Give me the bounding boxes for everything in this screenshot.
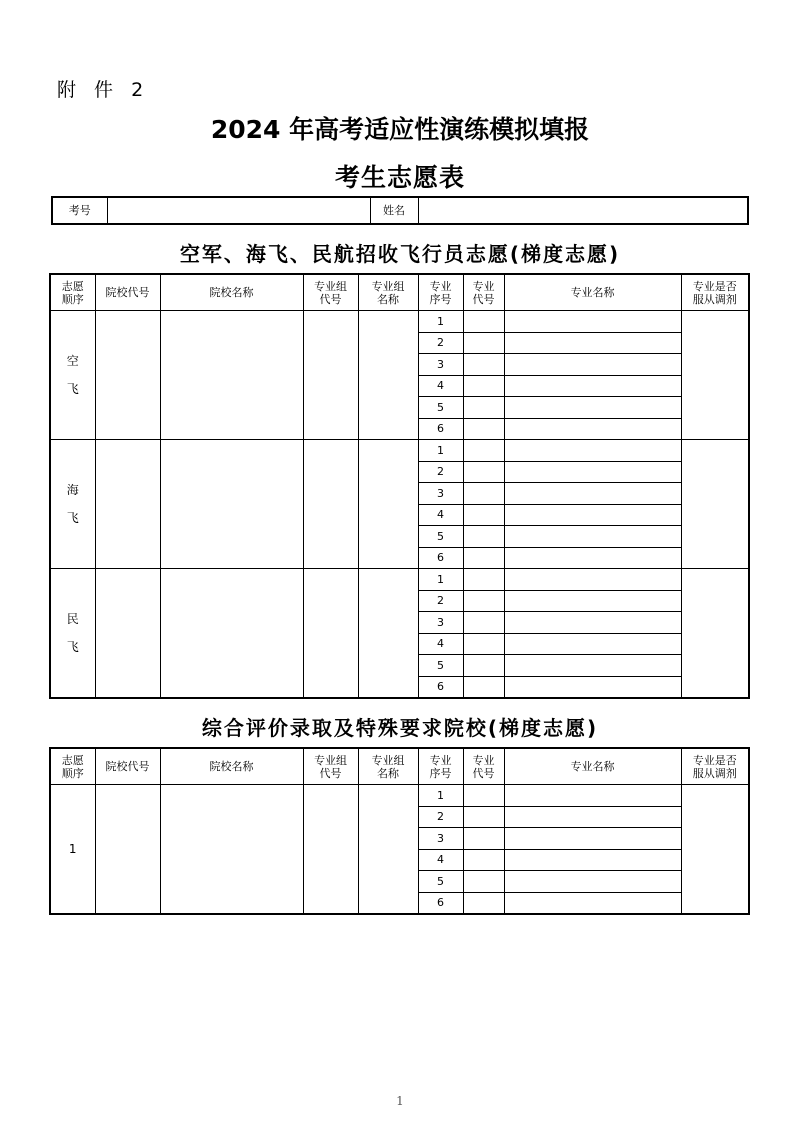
major-name-field[interactable]	[504, 569, 681, 591]
major-name-field[interactable]	[504, 483, 681, 505]
major-name-field[interactable]	[504, 849, 681, 871]
table-row	[50, 440, 749, 462]
major-code-field[interactable]	[463, 849, 504, 871]
header-major-seq-line: 专业	[429, 753, 452, 767]
adjust-field[interactable]	[681, 569, 749, 699]
major-name-field[interactable]	[504, 461, 681, 483]
header-major-code-line: 代号	[472, 766, 495, 780]
volunteer-order-char: 飞	[66, 382, 79, 396]
header-order-line: 顺序	[61, 766, 84, 780]
header-adjust-line: 服从调剂	[692, 292, 737, 306]
volunteer-order-cell	[50, 785, 95, 915]
major-seq-cell: 2	[418, 332, 463, 354]
major-code-field[interactable]	[463, 828, 504, 850]
header-order-line: 志愿	[61, 753, 84, 767]
major-name-field[interactable]	[504, 375, 681, 397]
major-name-field[interactable]	[504, 526, 681, 548]
group-name-field[interactable]	[358, 785, 418, 915]
major-seq-cell: 3	[418, 354, 463, 376]
table-row	[50, 785, 749, 807]
school-name-field[interactable]	[160, 785, 303, 915]
header-group-name	[358, 274, 418, 311]
header-major-seq	[418, 274, 463, 311]
header-group-name-line: 名称	[377, 292, 399, 306]
header-group-code	[303, 748, 358, 785]
major-name-field[interactable]	[504, 871, 681, 893]
major-seq-cell: 2	[418, 806, 463, 828]
header-adjust	[681, 748, 749, 785]
adjust-field[interactable]	[681, 785, 749, 915]
major-seq-cell: 3	[418, 483, 463, 505]
header-group-code-line: 专业组	[314, 753, 347, 767]
volunteer-order-cell	[50, 311, 95, 440]
major-name-field[interactable]	[504, 332, 681, 354]
page-title: 2024 年高考适应性演练模拟填报	[210, 115, 590, 144]
table-row	[50, 569, 749, 591]
header-major-code	[463, 748, 504, 785]
major-seq-cell: 2	[418, 461, 463, 483]
major-seq-cell: 5	[418, 397, 463, 419]
header-major-code	[463, 274, 504, 311]
major-code-field[interactable]	[463, 461, 504, 483]
major-name-field[interactable]	[504, 892, 681, 914]
header-order-line: 志愿	[61, 279, 84, 293]
major-seq-cell: 6	[418, 418, 463, 440]
exam-number-field[interactable]	[107, 197, 370, 224]
major-name-field[interactable]	[504, 633, 681, 655]
major-code-field[interactable]	[463, 892, 504, 914]
major-seq-cell: 5	[418, 526, 463, 548]
group-code-field[interactable]	[303, 785, 358, 915]
header-school-name: 院校名称	[160, 748, 303, 785]
header-major-code-line: 专业	[472, 753, 495, 767]
adjust-field[interactable]	[681, 311, 749, 440]
major-code-field[interactable]	[463, 785, 504, 807]
volunteer-order-cell	[50, 440, 95, 569]
major-name-field[interactable]	[504, 655, 681, 677]
header-group-code-line: 代号	[319, 292, 342, 306]
major-name-field[interactable]	[504, 311, 681, 333]
major-code-field[interactable]	[463, 871, 504, 893]
pilot-volunteer-table	[49, 273, 750, 699]
major-code-field[interactable]	[463, 547, 504, 569]
major-name-field[interactable]	[504, 590, 681, 612]
exam-number-label: 考号	[52, 197, 107, 224]
volunteer-order-char: 民	[66, 612, 79, 626]
header-order	[50, 274, 95, 311]
major-seq-cell: 4	[418, 633, 463, 655]
header-group-name	[358, 748, 418, 785]
major-seq-cell: 5	[418, 871, 463, 893]
major-seq-cell: 5	[418, 655, 463, 677]
header-major-name: 专业名称	[504, 274, 681, 311]
header-school-name: 院校名称	[160, 274, 303, 311]
major-seq-cell: 1	[418, 785, 463, 807]
group-name-field[interactable]	[358, 569, 418, 699]
major-name-field[interactable]	[504, 612, 681, 634]
header-group-code	[303, 274, 358, 311]
group-code-field[interactable]	[303, 440, 358, 569]
school-code-field[interactable]	[95, 440, 160, 569]
major-code-field[interactable]	[463, 655, 504, 677]
major-code-field[interactable]	[463, 590, 504, 612]
major-code-field[interactable]	[463, 397, 504, 419]
header-row	[50, 748, 749, 785]
major-name-field[interactable]	[504, 785, 681, 807]
group-name-field[interactable]	[358, 440, 418, 569]
major-name-field[interactable]	[504, 676, 681, 698]
major-seq-cell: 3	[418, 828, 463, 850]
major-name-field[interactable]	[504, 806, 681, 828]
header-group-code-line: 专业组	[314, 279, 347, 293]
volunteer-order-char: 飞	[66, 640, 79, 654]
major-code-field[interactable]	[463, 806, 504, 828]
school-code-field[interactable]	[95, 569, 160, 699]
major-name-field[interactable]	[504, 828, 681, 850]
table-row	[50, 311, 749, 333]
major-name-field[interactable]	[504, 418, 681, 440]
school-code-field[interactable]	[95, 311, 160, 440]
header-order-line: 顺序	[61, 292, 84, 306]
major-seq-cell: 1	[418, 311, 463, 333]
group-code-field[interactable]	[303, 311, 358, 440]
candidate-id-table	[51, 196, 749, 225]
major-name-field[interactable]	[504, 440, 681, 462]
header-major-seq-line: 序号	[429, 766, 452, 780]
volunteer-order-char: 1	[68, 842, 77, 856]
header-major-seq-line: 专业	[429, 279, 452, 293]
major-code-field[interactable]	[463, 633, 504, 655]
major-seq-cell: 1	[418, 440, 463, 462]
volunteer-order-char: 空	[66, 354, 79, 368]
school-code-field[interactable]	[95, 785, 160, 915]
volunteer-order-char: 海	[66, 483, 79, 497]
header-major-seq-line: 序号	[429, 292, 452, 306]
school-name-field[interactable]	[160, 440, 303, 569]
major-seq-cell: 6	[418, 547, 463, 569]
adjust-field[interactable]	[681, 440, 749, 569]
volunteer-order-char: 飞	[66, 511, 79, 525]
major-code-field[interactable]	[463, 440, 504, 462]
major-code-field[interactable]	[463, 375, 504, 397]
header-major-code-line: 代号	[472, 292, 495, 306]
page-number: 1	[396, 1094, 404, 1108]
name-field[interactable]	[418, 197, 748, 224]
major-code-field[interactable]	[463, 569, 504, 591]
major-code-field[interactable]	[463, 332, 504, 354]
major-seq-cell: 2	[418, 590, 463, 612]
name-label: 姓名	[370, 197, 418, 224]
major-code-field[interactable]	[463, 483, 504, 505]
attachment-label: 附 件 2	[57, 79, 150, 101]
header-group-name-line: 名称	[377, 766, 399, 780]
header-adjust	[681, 274, 749, 311]
major-name-field[interactable]	[504, 547, 681, 569]
group-code-field[interactable]	[303, 569, 358, 699]
major-name-field[interactable]	[504, 354, 681, 376]
header-school-code: 院校代号	[95, 274, 160, 311]
header-adjust-line: 专业是否	[692, 279, 737, 293]
major-name-field[interactable]	[504, 397, 681, 419]
major-code-field[interactable]	[463, 504, 504, 526]
school-name-field[interactable]	[160, 569, 303, 699]
group-name-field[interactable]	[358, 311, 418, 440]
major-seq-cell: 1	[418, 569, 463, 591]
volunteer-order-cell	[50, 569, 95, 699]
header-group-name-line: 专业组	[371, 279, 405, 293]
header-major-code-line: 专业	[472, 279, 495, 293]
header-school-code: 院校代号	[95, 748, 160, 785]
page-subtitle: 考生志愿表	[334, 163, 465, 192]
header-major-seq	[418, 748, 463, 785]
major-seq-cell: 6	[418, 676, 463, 698]
header-group-name-line: 专业组	[371, 753, 405, 767]
major-name-field[interactable]	[504, 504, 681, 526]
header-adjust-line: 服从调剂	[692, 766, 737, 780]
major-code-field[interactable]	[463, 418, 504, 440]
major-code-field[interactable]	[463, 612, 504, 634]
comprehensive-volunteer-table	[49, 747, 750, 915]
header-major-name: 专业名称	[504, 748, 681, 785]
major-seq-cell: 6	[418, 892, 463, 914]
header-row	[50, 274, 749, 311]
major-code-field[interactable]	[463, 676, 504, 698]
major-seq-cell: 4	[418, 375, 463, 397]
header-adjust-line: 专业是否	[692, 753, 737, 767]
major-code-field[interactable]	[463, 311, 504, 333]
major-seq-cell: 3	[418, 612, 463, 634]
major-code-field[interactable]	[463, 354, 504, 376]
header-group-code-line: 代号	[319, 766, 342, 780]
section-pilot-title: 空军、海飞、民航招收飞行员志愿(梯度志愿)	[179, 242, 621, 266]
section-comprehensive-title: 综合评价录取及特殊要求院校(梯度志愿)	[201, 716, 599, 740]
major-code-field[interactable]	[463, 526, 504, 548]
school-name-field[interactable]	[160, 311, 303, 440]
major-seq-cell: 4	[418, 504, 463, 526]
header-order	[50, 748, 95, 785]
major-seq-cell: 4	[418, 849, 463, 871]
